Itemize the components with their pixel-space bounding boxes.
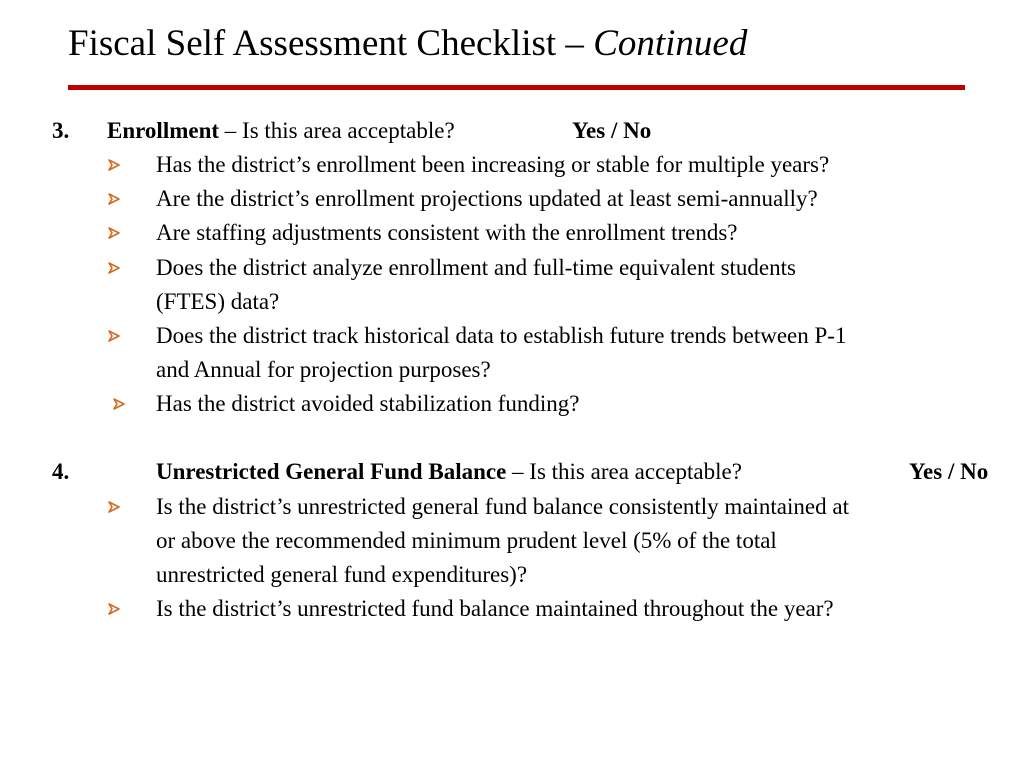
section-4-answer: Yes / No: [909, 459, 989, 484]
section-4-question: – Is this area acceptable?: [506, 459, 742, 484]
arrow-bullet-icon: [107, 500, 121, 514]
section-3-item-3: Are staffing adjustments consistent with the enrollment trends?: [156, 220, 738, 245]
section-3-item-5-line-1: Does the district track historical data to establish future trends between P-1: [156, 323, 847, 348]
section-4-item-1-line-3: unrestricted general fund expenditures)?: [156, 562, 528, 587]
section-3-item-2: Are the district’s enrollment projections updated at least semi-annually?: [156, 186, 818, 211]
arrow-bullet-icon: [107, 602, 121, 616]
section-3-item-5-line-2: and Annual for projection purposes?: [156, 357, 491, 382]
title-main: Fiscal Self Assessment Checklist –: [68, 23, 594, 64]
section-3-item-4-line-2: (FTES) data?: [156, 289, 280, 314]
section-4-item-1-line-2: or above the recommended minimum prudent level (5% of the total: [156, 528, 777, 553]
section-3-heading-line: [107, 116, 455, 146]
section-3-heading: Enrollment: [107, 118, 220, 143]
arrow-bullet-icon: [107, 192, 121, 206]
arrow-bullet-icon: [112, 397, 126, 411]
section-4-item-1-line-1: Is the district’s unrestricted general fund balance consistently maintained at: [156, 494, 849, 519]
arrow-bullet-icon: [107, 158, 121, 172]
section-4-item-2: Is the district’s unrestricted fund balance maintained throughout the year?: [156, 596, 834, 621]
section-3-answer: Yes / No: [572, 118, 652, 143]
section-4-number: 4.: [52, 459, 70, 484]
section-3-item-6: Has the district avoided stabilization funding?: [156, 391, 580, 416]
title-continued: Continued: [593, 23, 748, 64]
arrow-bullet-icon: [107, 261, 121, 275]
arrow-bullet-icon: [107, 226, 121, 240]
section-3-item-1: Has the district’s enrollment been increasing or stable for multiple years?: [156, 152, 830, 177]
section-3-item-4-line-1: Does the district analyze enrollment and full-time equivalent students: [156, 255, 796, 280]
section-3-number: 3.: [52, 118, 70, 143]
arrow-bullet-icon: [107, 329, 121, 343]
title-underline: [68, 85, 965, 90]
section-4-heading-line: [156, 457, 742, 487]
page-title: [68, 22, 747, 66]
section-3-question: – Is this area acceptable?: [219, 118, 455, 143]
section-4-heading: Unrestricted General Fund Balance: [156, 459, 507, 484]
